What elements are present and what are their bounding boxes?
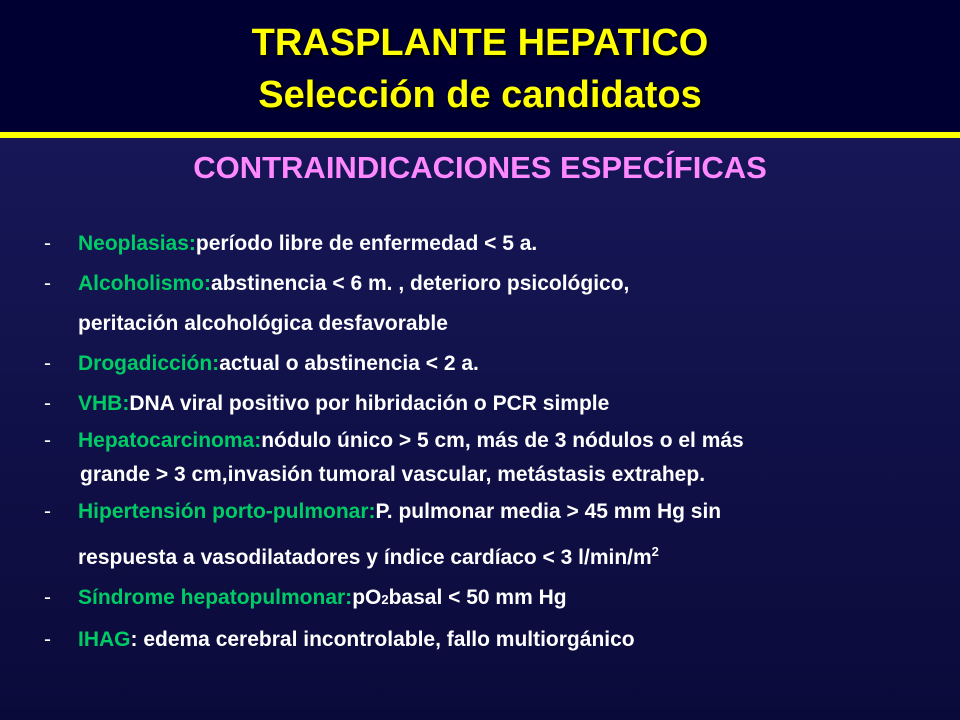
bullet-dash: - — [44, 232, 51, 255]
item-label: IHAG — [78, 628, 131, 651]
list-item-sindrome-hepatopulmonar — [44, 578, 944, 620]
list-item-ihag — [44, 620, 944, 660]
item-text: nódulo único > 5 cm, más de 3 nódulos o el más — [261, 429, 744, 452]
item-text: actual o abstinencia < 2 a. — [219, 352, 479, 375]
bullet-dash: - — [44, 429, 51, 452]
item-continuation: grande > 3 cm,invasión tumoral vascular, metástasis extrahep. — [80, 463, 706, 486]
list-item-neoplasias — [44, 224, 944, 264]
item-label: Neoplasias: — [78, 232, 196, 255]
item-text: DNA viral positivo por hibridación o PCR simple — [129, 392, 610, 415]
superscript: 2 — [651, 544, 659, 559]
list-item-drogadiccion — [44, 344, 944, 384]
item-continuation — [44, 532, 944, 578]
item-label: Síndrome hepatopulmonar: — [78, 586, 353, 609]
list-item-hipertension-portopulmonar — [44, 492, 944, 578]
bullet-dash: - — [44, 392, 51, 415]
item-text-end: basal < 50 mm Hg — [388, 586, 567, 609]
item-text: P. pulmonar media > 45 mm Hg sin — [375, 500, 722, 523]
bullet-dash: - — [44, 352, 51, 375]
item-label: Hipertensión porto-pulmonar: — [78, 500, 376, 523]
item-label: Alcoholismo: — [78, 272, 212, 295]
list-item-alcoholismo — [44, 264, 944, 344]
contraindications-list — [44, 224, 944, 660]
bullet-dash: - — [44, 272, 51, 295]
bullet-dash: - — [44, 500, 51, 523]
section-heading: CONTRAINDICACIONES ESPECÍFICAS — [193, 150, 767, 185]
item-text: : edema cerebral incontrolable, fallo multiorgánico — [130, 628, 635, 651]
title-divider — [0, 132, 960, 138]
list-item-hepatocarcinoma — [44, 424, 944, 492]
bullet-dash: - — [44, 586, 51, 609]
item-continuation-text: respuesta a vasodilatadores y índice cardíaco < 3 l/min/m — [78, 546, 652, 569]
item-label: Hepatocarcinoma: — [78, 429, 262, 452]
item-label: VHB: — [78, 392, 130, 415]
slide-title-subline: Selección de candidatos — [258, 74, 702, 116]
subscript: 2 — [381, 592, 389, 607]
item-continuation: peritación alcohológica desfavorable — [78, 312, 448, 335]
item-label: Drogadicción: — [78, 352, 220, 375]
item-text: abstinencia < 6 m. , deterioro psicológico, — [211, 272, 630, 295]
item-text: período libre de enfermedad < 5 a. — [195, 232, 538, 255]
bullet-dash: - — [44, 628, 51, 651]
list-item-vhb — [44, 384, 944, 424]
item-text: pO — [352, 586, 382, 609]
slide-title: TRASPLANTE HEPATICO — [251, 22, 709, 64]
